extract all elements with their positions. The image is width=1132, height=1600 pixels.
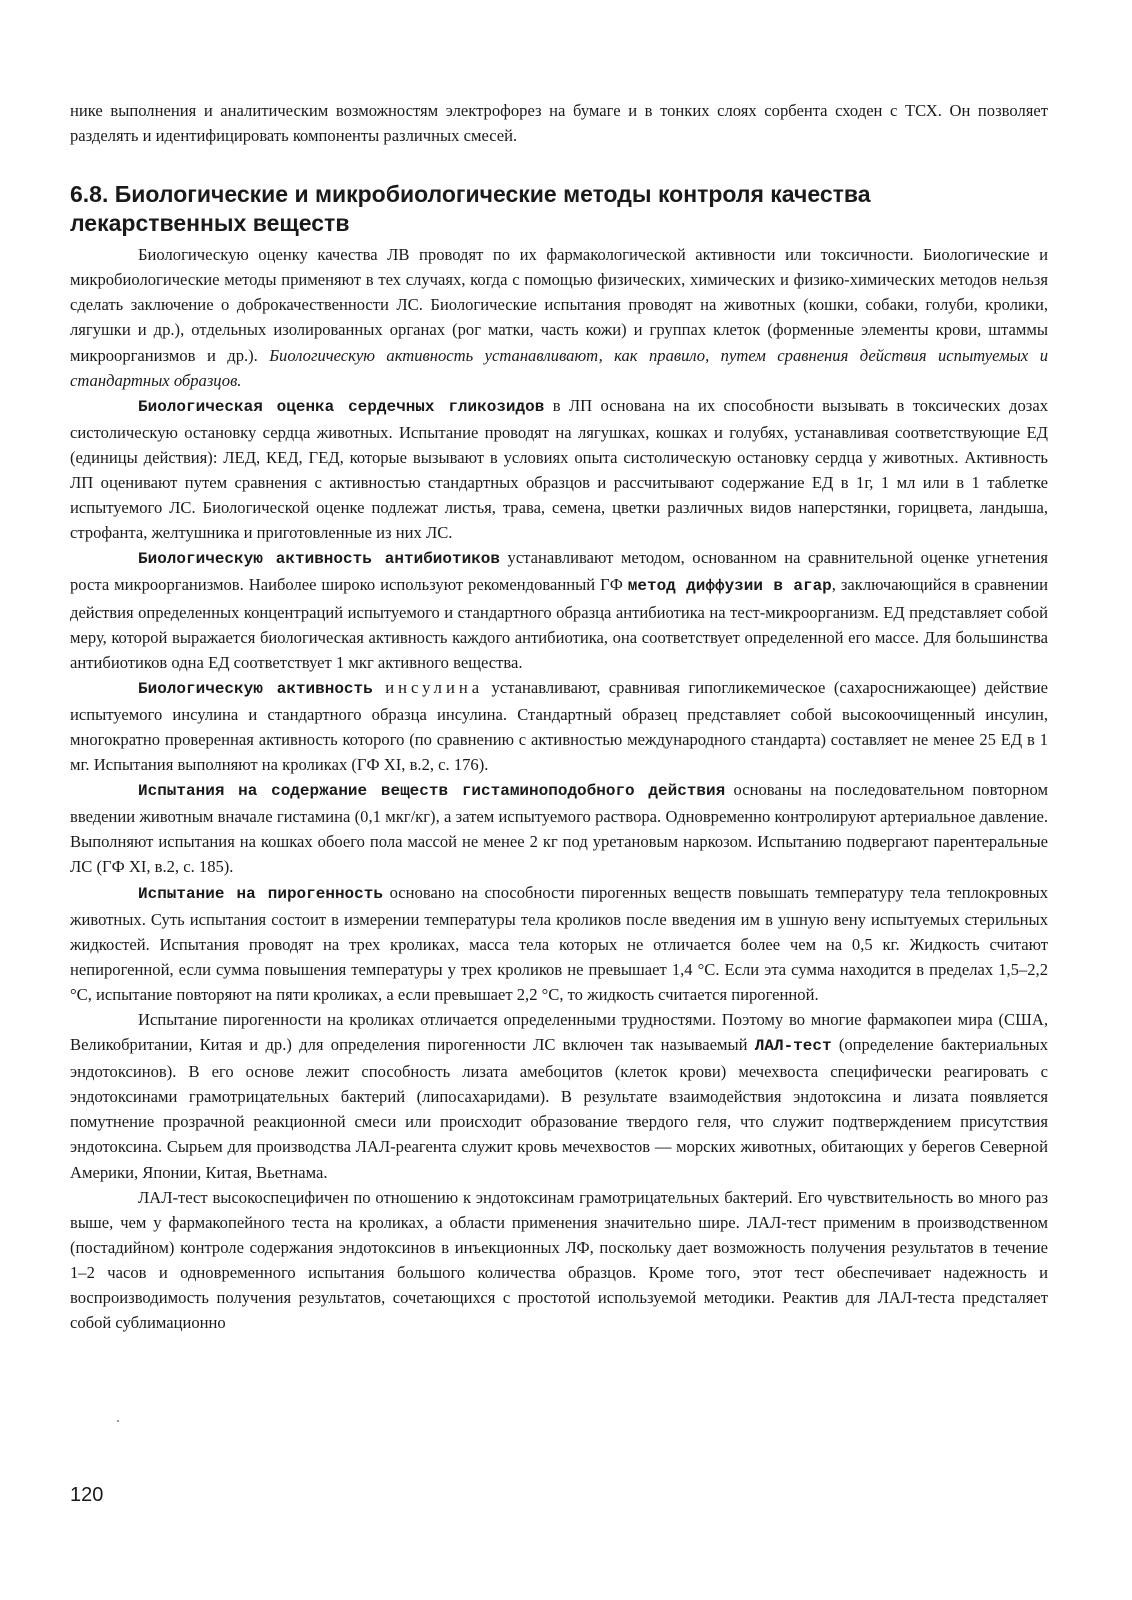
term-insulin: инсулина bbox=[372, 677, 484, 697]
paragraph-text: устанавливают методом, основанном на сравнительной оценке угнетения роста микроорганизмов. Наиболее широко используют рекомендованный ГФ bbox=[70, 548, 1048, 595]
paragraph-biological-assessment bbox=[70, 242, 1048, 393]
paragraph-text: основано на способности пирогенных веществ повышать температуру тела теплокровных животных. Суть испытания состоит в измерении температуры тела кроликов после введения им в ушную вену испытуемых стерильных жидкостей. Испытания проводят на трех кроликах, масса тела которых не отличается более чем на 0,5 кг. Жидкость считают непирогенной, если сумма повышения температуры у трех кроликов не превышает 1,4 °С. Если эта сумма находится в пределах 1,5–2,2 °С, испытание повторяют на пяти кроликах, а если превышает 2,2 °С, то жидкость считается пирогенной. bbox=[70, 882, 1048, 1004]
paragraph-lal-details bbox=[70, 1185, 1048, 1336]
term-pyrogenicity: Испытание на пирогенность bbox=[138, 884, 383, 903]
paragraph-text: основаны на последовательном повторном введении животным вначале гистамина (0,1 мкг/кг), а затем испытуемого раствора. Одновременно контролируют артериальное давление. Выполняют испытания на кошках обоего пола массой не менее 2 кг под уретановым наркозом. Испытанию подвергают парентеральные ЛС (ГФ XI, в.2, с. 185). bbox=[70, 780, 1048, 877]
paragraph-cardiac-glycosides bbox=[70, 393, 1048, 546]
paragraph-text: , заключающийся в сравнении действия определенных концентраций испытуемого и стандартного образца антибиотика на тест-микроорганизм. ЕД представляет собой меру, которой выражается биологическая активность каждого антибиотика, она соответствует определенной его массе. Для большинства антибиотиков одна ЕД соответствует 1 мкг активного вещества. bbox=[70, 575, 1048, 672]
paragraph-text: устанавливают, сравнивая гипогликемическое (сахароснижающее) действие испытуемого инсулина и стандартного образца инсулина. Стандартный образец представляет собой высокоочищенный инсулин, многократно проверенная активность которого (по сравнению с активностью международного стандарта) составляет не менее 25 ЕД в 1 мг. Испытания выполняют на кроликах (ГФ XI, в.2, с. 176). bbox=[70, 677, 1049, 775]
term-agar-diffusion: метод диффузии в агар bbox=[627, 577, 832, 596]
paragraph-lal-intro bbox=[70, 1007, 1048, 1185]
paragraph-antibiotics bbox=[70, 545, 1048, 674]
page-body bbox=[70, 98, 1048, 1335]
paragraph-insulin bbox=[70, 675, 1048, 777]
intro-text: нике выполнения и аналитическим возможностям электрофорез на бумаге и в тонких слоях сорбента сходен с ТСХ. Он позволяет разделять и идентифицировать компоненты различных смесей. bbox=[70, 101, 1048, 146]
term-cardiac-glycosides: Биологическая оценка сердечных гликозидов bbox=[138, 397, 545, 416]
term-lal-test: ЛАЛ-тест bbox=[754, 1037, 832, 1056]
term-histamine-test: Испытания на содержание веществ гистаминоподобного действия bbox=[138, 782, 726, 801]
paragraph-histamine bbox=[70, 777, 1048, 879]
intro-paragraph bbox=[70, 98, 1048, 148]
section-title: 6.8. Биологические и микробиологические методы контроля качества лекарственных веществ bbox=[70, 181, 871, 237]
paragraph-text: Испытание пирогенности на кроликах отличается определенными трудностями. Поэтому во многие фармакопеи мира (США, Великобритании, Китая и др.) для определения пирогенности ЛС включен так называемый bbox=[70, 1010, 1048, 1055]
paragraph-text: ЛАЛ-тест высокоспецифичен по отношению к эндотоксинам грамотрицательных бактерий. Его чувствительность во много раз выше, чем у фармакопейного теста на кроликах, а области применения значительно шире. ЛАЛ-тест применим в производственном (постадийном) контроле содержания эндотоксинов в инъекционных ЛФ, поскольку дает возможность получения результатов в течение 1–2 часов и одновременного испытания большого количества образцов. Кроме того, этот тест обеспечивает надежность и воспроизводимость получения результатов, сочетающихся с простотой используемой методики. Реактив для ЛАЛ-теста предсталяет собой сублимационно bbox=[70, 1187, 1048, 1333]
paragraph-text: в ЛП основана на их способности вызывать в токсических дозах систолическую остановку сердца животных. Испытание проводят на лягушках, кошках и голубях, устанавливая соответствующие ЕД (единицы действия): ЛЕД, КЕД, ГЕД, которые вызывают в условиях опыта систолическую остановку сердца у животных. Активность ЛП оценивают путем сравнения с активностью стандартных образцов и рассчитывают содержание ЕД в 1г, 1 мл или в 1 таблетке испытуемого ЛС. Биологической оценке подлежат листья, трава, семена, цветки различных видов наперстянки, горицвета, ландыша, строфанта, желтушника и приготовленные из них ЛС. bbox=[70, 395, 1048, 543]
paragraph-pyrogenicity bbox=[70, 880, 1048, 1007]
term-antibiotics: Биологическую активность антибиотиков bbox=[138, 550, 500, 569]
italic-statement: Биологическую активность устанавливают, как правило, путем сравнения действия испытуемых и стандартных образцов. bbox=[70, 345, 1048, 390]
page-number: 120 bbox=[70, 1484, 104, 1506]
scan-speck bbox=[117, 1420, 119, 1422]
paragraph-text: (определение бактериальных эндотоксинов). В его основе лежит способность лизата амебоцитов (клеток крови) мечехвоста специфически реагировать с эндотоксинами грамотрицательных бактерий (липосахаридами). В результате взаимодействия эндотоксина и лизата появляется помутнение прозрачной реакционной смеси или происходит образование твердого геля, что служит подтверждением присутствия эндотоксина. Сырьем для производства ЛАЛ-реагента служит кровь мечехвостов — морских животных, обитающих у берегов Северной Америки, Японии, Китая, Вьетнама. bbox=[70, 1035, 1048, 1182]
paragraph-text: Биологическую оценку качества ЛВ проводят по их фармакологической активности или токсичности. Биологические и микробиологические методы применяют в тех случаях, когда с помощью физических, химических и физико-химических методов нельзя сделать заключение о доброкачественности ЛС. Биологические испытания проводят на животных (кошки, собаки, голуби, кролики, лягушки и др.), отдельных изолированных органах (рог матки, часть кожи) и группах клеток (форменные элементы крови, штаммы микроорганизмов и др.). bbox=[70, 245, 1048, 365]
term-biological-activity: Биологическую активность bbox=[138, 679, 373, 698]
